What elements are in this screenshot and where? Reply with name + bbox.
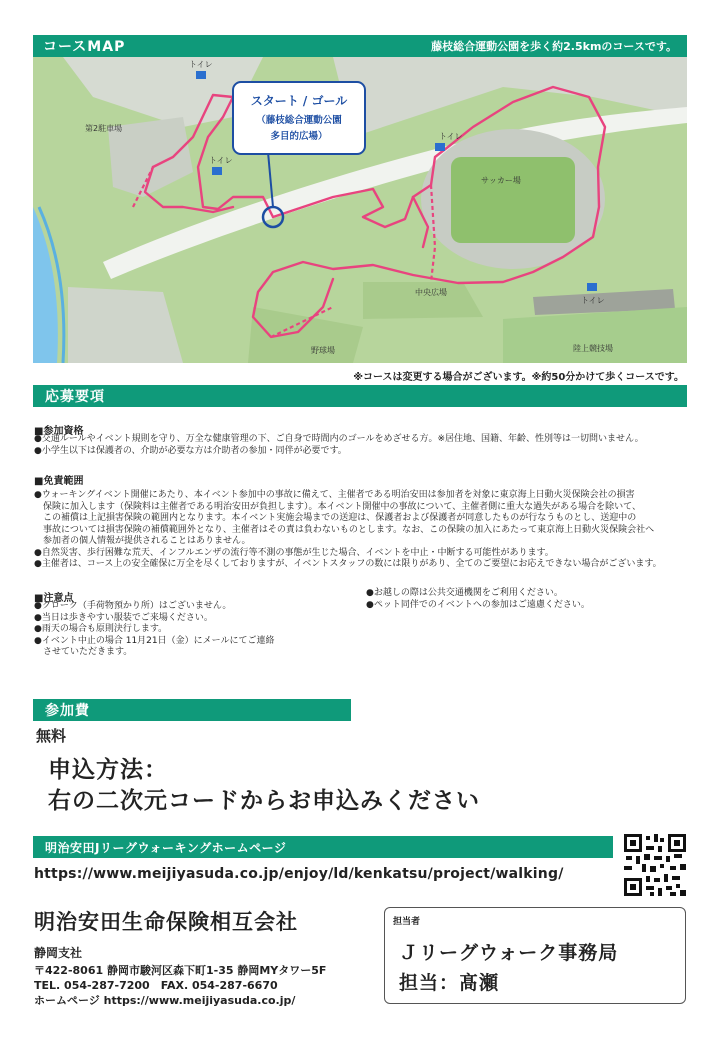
qr-code[interactable] bbox=[624, 834, 686, 896]
start-goal-title: スタート / ゴール bbox=[250, 94, 348, 108]
map-label-baseball: 野球場 bbox=[311, 346, 335, 355]
lower-left-area bbox=[68, 287, 183, 363]
map-label-soccer: サッカー場 bbox=[481, 176, 521, 185]
homepage-title: 明治安田Jリーグウォーキングホームページ bbox=[45, 840, 287, 855]
notes-left: ●クローク（手荷物預かり所）はございません。 ●当日は歩きやすい服装でご来場ください。 ●雨天の場合も原則決行します。 ●イベント中止の場合 11月21日（金）にメールにてご連絡 させていただきます。 bbox=[34, 601, 275, 657]
qualification-heading: ■参加資格 bbox=[34, 426, 84, 437]
contact-box bbox=[384, 907, 686, 1004]
start-goal-sub-2: 多目的広場） bbox=[270, 131, 328, 142]
requirements-header bbox=[33, 385, 687, 407]
contact-office: Ｊリーグウォーク事務局 bbox=[399, 942, 619, 964]
toilet-icon bbox=[435, 143, 445, 151]
apply-line-1: 申込方法： bbox=[48, 757, 168, 783]
company-website[interactable]: ホームページ https://www.meijiyasuda.co.jp/ bbox=[34, 994, 296, 1007]
toilet-icon bbox=[212, 167, 222, 175]
notes-heading: ■注意点 bbox=[34, 593, 74, 604]
toilet-icon bbox=[196, 71, 206, 79]
contact-label: 担当者 bbox=[393, 917, 421, 927]
company-tel-fax: TEL. 054-287-7200 FAX. 054-287-6670 bbox=[34, 979, 278, 992]
start-goal-sub-1: （藤枝総合運動公園 bbox=[256, 115, 342, 126]
toilet-icon bbox=[587, 283, 597, 291]
homepage-header bbox=[33, 836, 613, 858]
river bbox=[33, 207, 58, 363]
course-map-subtitle: 藤枝総合運動公園を歩く約2.5kmのコースです。 bbox=[431, 40, 677, 53]
notes-right: ●お越しの際は公共交通機関をご利用ください。 ●ペット同伴でのイベントへの参加はご遠慮ください。 bbox=[366, 588, 590, 610]
company-name: 明治安田生命保険相互会社 bbox=[34, 910, 298, 934]
map-label-central-plaza: 中央広場 bbox=[415, 288, 447, 297]
course-map-note: ※コースは変更する場合がございます。※約50分かけて歩くコースです。 bbox=[353, 372, 684, 383]
fee-value: 無料 bbox=[36, 727, 67, 745]
athletics-field bbox=[503, 307, 687, 363]
homepage-url[interactable]: https://www.meijiyasuda.co.jp/enjoy/ld/kenkatsu/project/walking/ bbox=[34, 866, 564, 882]
map-label-toilet-4: トイレ bbox=[581, 296, 605, 305]
course-map bbox=[33, 57, 687, 363]
fee-title: 参加費 bbox=[45, 703, 90, 719]
exemption-heading: ■免責範囲 bbox=[34, 476, 84, 487]
soccer-field bbox=[451, 157, 575, 243]
fee-header bbox=[33, 699, 351, 721]
apply-method bbox=[48, 755, 480, 817]
map-label-parking-2: 第2駐車場 bbox=[85, 124, 123, 133]
apply-line-2: 右の二次元コードからお申込みください bbox=[48, 788, 480, 814]
map-label-toilet-1: トイレ bbox=[189, 60, 213, 69]
course-map-title: コースMAP bbox=[43, 39, 126, 55]
company-branch: 静岡支社 bbox=[34, 946, 83, 960]
exemption-text: ●ウォーキングイベント開催にあたり、本イベント参加中の事故に備えて、主催者である明治安田は参加者を対象に東京海上日動火災保険会社の損害 保険に加入します（保険料は主催者である明治安田が負担します）。本イベント開催中の事故について、主催者側に重大な過失がある場合を除いて、 この補償は上記損害保険の範囲内となります。本イベント実施会場までの送迎は、保護者および保護者が同意したものが行なうものとし、送迎中の 事故については損害保険の補償範囲外となり、主催者はその責は負わないものとします。なお、この保険の加入にあたって東京海上日動火災保険会社へ 参加者の個人情報が提供されることはありません。 ●自然災害、歩行困難な荒天、インフルエンザの流行等不測の事態が生じた場合、イベントを中止・中断する可能性があります。 ●主催者は、コース上の安全確保に万全を尽くしておりますが、イベントスタッフの数には限りがあり、全てのご要望にお応えできない場合がございます。 bbox=[34, 490, 662, 569]
course-map-drawing bbox=[33, 57, 687, 363]
map-label-toilet-2: トイレ bbox=[209, 156, 233, 165]
course-map-header bbox=[33, 35, 687, 57]
qualification-text: ●交通ルールやイベント規則を守り、万全な健康管理の下、ご自身で時間内のゴールをめざせる方。※居住地、国籍、年齢、性別等は一切問いません。 ●小学生以下は保護者の、介助が必要な方は介助者の参加・同伴が必要です。 bbox=[34, 434, 644, 456]
map-label-toilet-3: トイレ bbox=[439, 132, 463, 141]
baseball-area bbox=[248, 307, 363, 363]
map-label-athletics: 陸上競技場 bbox=[573, 344, 613, 353]
company-address: 〒422-8061 静岡市駿河区森下町1-35 静岡MYタワー5F bbox=[34, 964, 327, 977]
contact-person: 担当：髙瀬 bbox=[399, 972, 500, 994]
requirements-title: 応募要項 bbox=[45, 389, 105, 405]
